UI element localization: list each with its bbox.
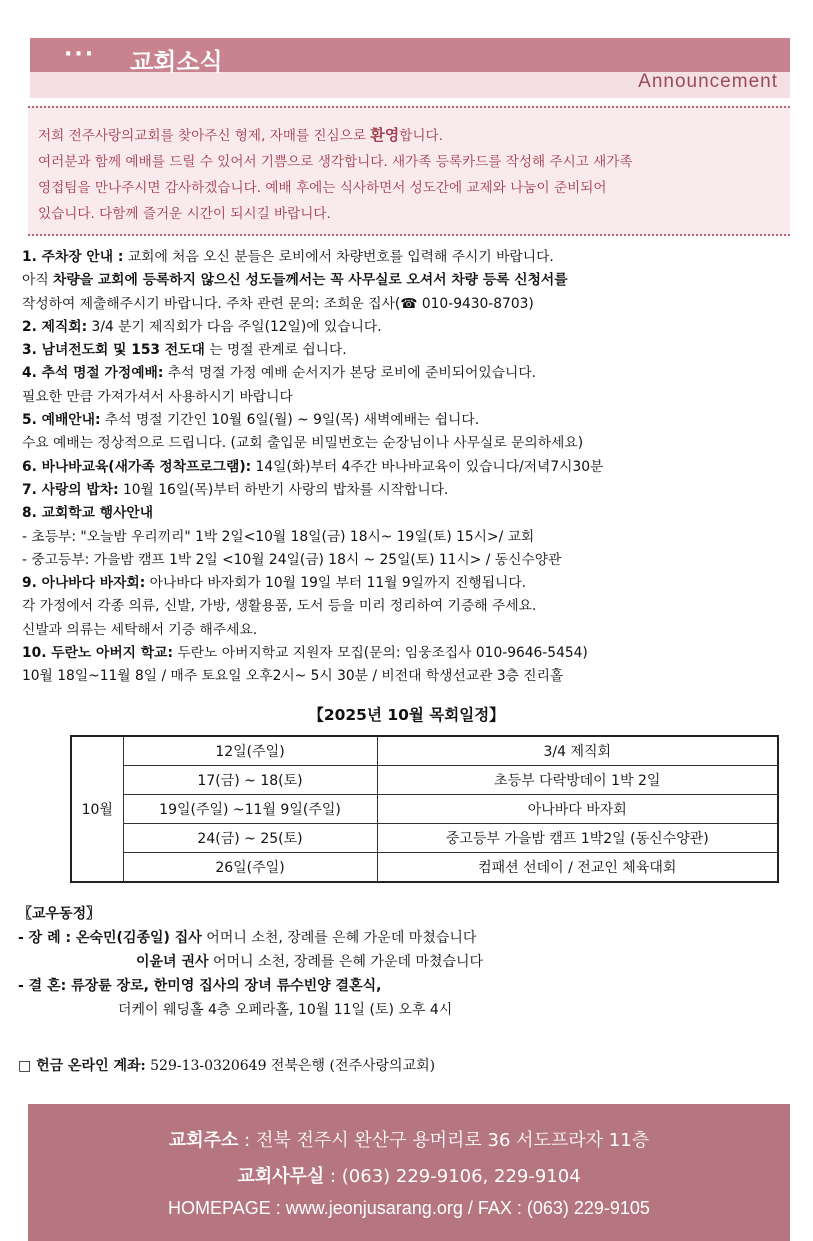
- account-label: □ 헌금 온라인 계좌:: [18, 1058, 146, 1074]
- notice-7: [22, 479, 792, 502]
- notice-title: 10. 두란노 아버지 학교:: [22, 645, 173, 662]
- notice-6: [22, 456, 792, 479]
- footer-text: : (063) 229-9106, 229-9104: [324, 1166, 581, 1187]
- section-subtitle: Announcement: [638, 71, 778, 92]
- notice-4-line-2: 필요한 만큼 가져가셔서 사용하시기 바랍니다: [22, 388, 293, 405]
- footer: [28, 1104, 790, 1241]
- notice-title: 9. 아나바다 바자회:: [22, 575, 146, 592]
- notice-text: 추석 명절 가정 예배 순서지가 본당 로비에 준비되어있습니다.: [163, 365, 537, 382]
- footer-label: 교회주소: [168, 1130, 239, 1151]
- notice-text: 추석 명절 기간인 10월 6일(월) ~ 9일(목) 새벽예배는 쉽니다.: [100, 412, 480, 429]
- notice-1-line-3: 작성하여 제출해주시기 바랍니다. 주차 관련 문의: 조희운 집사(☎ 010-9430-8703): [22, 295, 534, 312]
- notice-4: [22, 362, 792, 385]
- welcome-emphasis: 환영: [370, 126, 400, 144]
- footer-label: 교회사무실: [237, 1166, 325, 1187]
- schedule-date: 26일(주일): [123, 853, 377, 883]
- notice-text: 3/4 분기 제직회가 다음 주일(12일)에 있습니다.: [87, 318, 382, 335]
- news-wedding-1: [18, 974, 798, 998]
- welcome-line-2: 여러분과 함께 예배를 드릴 수 있어서 기쁨으로 생각합니다. 새가족 등록카드를 작성해 주시고 새가족: [38, 154, 633, 170]
- news-label: - 장 례 :: [18, 930, 72, 946]
- notice-text: 는 명절 관계로 쉽니다.: [204, 342, 347, 359]
- schedule-month: 10월: [71, 736, 123, 882]
- news-funeral-2: [18, 950, 798, 974]
- notice-5: [22, 409, 792, 432]
- section-header: [30, 38, 790, 98]
- notice-10-line-2: 10월 18일~11월 8일 / 매주 토요일 오후2시~ 5시 30분 / 비전대 학생선교관 3층 진리홀: [22, 668, 564, 685]
- schedule-table: [70, 735, 779, 883]
- notice-title: 7. 사랑의 밥차:: [22, 481, 119, 498]
- notice-text: 아나바다 바자회가 10월 19일 부터 11월 9일까지 진행됩니다.: [145, 575, 527, 592]
- notice-text: 교회에 처음 오신 분들은 로비에서 차량번호를 입력해 주시기 바랍니다.: [123, 249, 554, 265]
- welcome-line-4: 있습니다. 다함께 즐거운 시간이 되시길 바랍니다.: [38, 206, 331, 222]
- news-heading: 〖교우동정〗: [18, 906, 101, 922]
- notice-9-line-2: 각 가정에서 각종 의류, 신발, 가방, 생활용품, 도서 등을 미리 정리하여 기증해 주세요.: [22, 598, 537, 615]
- notice-text: 두란노 아버지학교 지원자 모집(문의: 임웅조집사 010-9646-5454): [173, 645, 588, 662]
- news-text: 어머니 소천, 장례를 은혜 가운데 마쳤습니다: [208, 954, 484, 970]
- table-row: [71, 824, 778, 853]
- welcome-text: 저희 전주사랑의교회를 찾아주신 형제, 자매를 진심으로: [38, 128, 371, 144]
- notice-9-line-3: 신발과 의류는 세탁해서 기증 해주세요.: [22, 621, 258, 638]
- notice-8: [22, 502, 792, 525]
- section-title: 교회소식: [130, 48, 223, 76]
- notice-9: [22, 572, 792, 595]
- welcome-box: [28, 106, 790, 236]
- schedule-title: 【2025년 10월 목회일정】: [308, 706, 505, 724]
- news-emphasis: 이윤녀 권사: [136, 954, 209, 970]
- notice-2: [22, 316, 792, 339]
- notice-8-line-3: - 중고등부: 가을밤 캠프 1박 2일 <10월 24일(금) 18시 ~ 25일(토) 11시> / 동신수양관: [22, 551, 562, 568]
- notice-title: 4. 추석 명절 가정예배:: [22, 365, 164, 382]
- table-row: [71, 736, 778, 766]
- notice-text: 14일(화)부터 4주간 바나바교육이 있습니다/저녁7시30분: [251, 458, 604, 475]
- notice-emphasis: 차량을 교회에 등록하지 않으신 성도들께서는 꼭 사무실로 오셔서 차량 등록 신청서를: [53, 272, 568, 289]
- schedule-date: 24(금) ~ 25(토): [123, 824, 377, 853]
- welcome-text: 합니다.: [399, 128, 443, 144]
- notice-title: 2. 제직회:: [22, 318, 88, 335]
- table-row: [71, 795, 778, 824]
- account-number: 529-13-0320649 전북은행 (전주사랑의교회): [145, 1058, 436, 1074]
- schedule-event: 컴패션 선데이 / 전교인 체육대회: [377, 853, 778, 883]
- offering-account: [18, 1055, 435, 1075]
- header-dots: ···: [64, 42, 96, 67]
- schedule-event: 중고등부 가을밤 캠프 1박2일 (동신수양관): [377, 824, 778, 853]
- notice-8-line-2: - 초등부: "오늘밤 우리끼리" 1박 2일<10월 18일(금) 18시~ 19일(토) 15시>/ 교회: [22, 528, 535, 545]
- notice-1-line-2: [22, 269, 792, 292]
- footer-homepage: HOMEPAGE : www.jeonjusarang.org / FAX : (063) 229-9105: [168, 1198, 650, 1218]
- notice-title: 8. 교회학교 행사안내: [22, 505, 154, 522]
- footer-text: : 전북 전주시 완산구 용머리로 36 서도프라자 11층: [238, 1130, 650, 1151]
- news-funeral-1: [18, 926, 798, 950]
- notice-10: [22, 642, 792, 665]
- notice-title: 1. 주차장 안내 :: [22, 249, 124, 265]
- schedule-date: 19일(주일) ~11월 9일(주일): [123, 795, 377, 824]
- footer-address: [28, 1126, 790, 1152]
- news-emphasis: 류장륜 장로, 한미영 집사의 장녀 류수빈양 결혼식,: [66, 978, 382, 994]
- welcome-line-3: 영접팀을 만나주시면 감사하겠습니다. 예배 후에는 식사하면서 성도간에 교제와 나눔이 준비되어: [38, 180, 607, 196]
- schedule-date: 17(금) ~ 18(토): [123, 766, 377, 795]
- member-news: [18, 902, 798, 1022]
- notice-title: 5. 예배안내:: [22, 412, 101, 429]
- schedule-event: 3/4 제직회: [377, 736, 778, 766]
- notice-1: [22, 246, 792, 269]
- notice-text: 10월 16일(목)부터 하반기 사랑의 밥차를 시작합니다.: [118, 481, 449, 498]
- schedule-event: 초등부 다락방데이 1박 2일: [377, 766, 778, 795]
- footer-office: [28, 1162, 790, 1188]
- table-row: [71, 853, 778, 883]
- notice-5-line-2: 수요 예배는 정상적으로 드립니다. (교회 출입문 비밀번호는 순장님이나 사무실로 문의하세요): [22, 435, 584, 452]
- notice-title: 3. 남녀전도회 및 153 전도대: [22, 342, 205, 359]
- notice-title: 6. 바나바교육(새가족 정착프로그램):: [22, 458, 252, 475]
- notice-text: 아직: [22, 272, 54, 289]
- schedule-date: 12일(주일): [123, 736, 377, 766]
- news-wedding-2: 더케이 웨딩홀 4층 오페라홀, 10월 11일 (토) 오후 4시: [118, 1002, 453, 1018]
- schedule-event: 아나바다 바자회: [377, 795, 778, 824]
- welcome-line-1: [38, 122, 780, 149]
- news-title: [18, 902, 798, 926]
- news-text: 어머니 소천, 장례를 은혜 가운데 마쳤습니다: [201, 930, 477, 946]
- news-label: - 결 혼:: [18, 978, 67, 994]
- table-row: [71, 766, 778, 795]
- notice-3: [22, 339, 792, 362]
- notice-list: [22, 246, 792, 689]
- news-emphasis: 온숙민(김종일) 집사: [71, 930, 202, 946]
